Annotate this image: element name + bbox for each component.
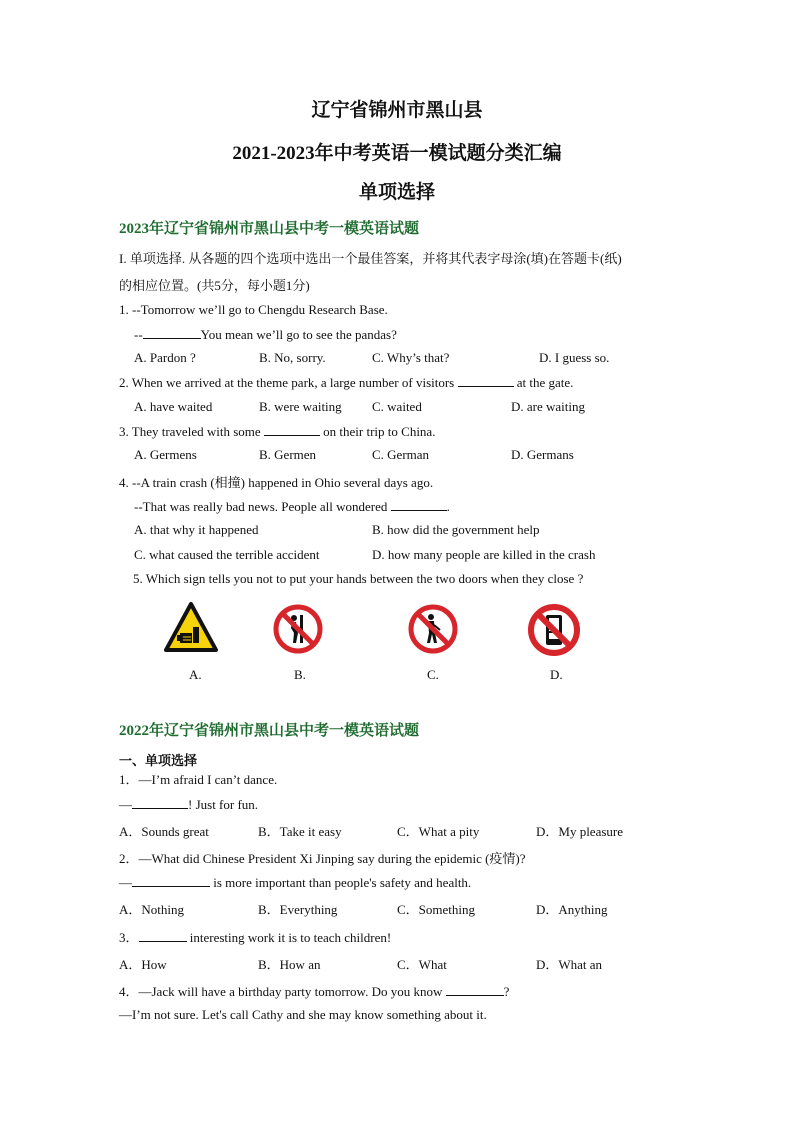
answer-blank xyxy=(458,374,514,387)
q4-option-c: C. what caused the terrible accident xyxy=(134,547,320,562)
hand-warning-sign-icon xyxy=(163,601,219,653)
q2022-2-prompt: 2．—What did Chinese President Xi Jinping say during the epidemic (疫情)? xyxy=(119,851,526,866)
q3-option-c: C. German xyxy=(372,447,430,462)
section-heading-2022: 2022年辽宁省锦州市黑山县中考一模英语试题 xyxy=(119,723,420,739)
answer-blank xyxy=(132,796,188,809)
doc-title-region: 辽宁省锦州市黑山县 xyxy=(311,100,483,121)
q2022-4-response: —I’m not sure. Let's call Cathy and she may know something about it. xyxy=(119,1007,487,1022)
q4-option-b: B. how did the government help xyxy=(372,522,540,537)
q3-prompt: 3. They traveled with some on their trip to China. xyxy=(119,424,436,439)
q2-option-c: C. waited xyxy=(372,399,422,414)
q2022-3-option-d: D．What an xyxy=(536,957,603,972)
q2022-1-option-a: A．Sounds great xyxy=(119,824,209,839)
q2022-3-option-a: A．How xyxy=(119,957,167,972)
sign-label-b: B. xyxy=(294,667,306,682)
answer-blank xyxy=(391,498,447,511)
q4-option-a: A. that why it happened xyxy=(134,522,259,537)
q4-prompt: 4. --A train crash (相撞) happened in Ohio several days ago. xyxy=(119,475,434,490)
q5-prompt: 5. Which sign tells you not to put your hands between the two doors when they close ? xyxy=(133,571,584,586)
q1-option-c: C. Why’s that? xyxy=(372,350,450,365)
q4-response: --That was really bad news. People all wondered . xyxy=(134,499,450,514)
no-littering-sign-icon xyxy=(407,603,459,655)
q2-prompt: 2. When we arrived at the theme park, a large number of visitors at the gate. xyxy=(119,375,574,390)
q4-option-d: D. how many people are killed in the crash xyxy=(372,547,596,562)
sign-label-a: A. xyxy=(189,667,202,682)
q3-option-b: B. Germen xyxy=(259,447,317,462)
no-hand-in-door-sign-icon xyxy=(527,603,581,657)
q1-option-b: B. No, sorry. xyxy=(259,350,326,365)
q2-option-d: D. are waiting xyxy=(511,399,586,414)
q2022-1-prompt: 1．—I’m afraid I can’t dance. xyxy=(119,772,278,787)
part-heading: 一、单项选择 xyxy=(119,753,198,768)
q2022-2-option-c: C．Something xyxy=(397,902,476,917)
q2022-2-response: — is more important than people's safety and health. xyxy=(119,875,472,890)
q2022-2-option-d: D．Anything xyxy=(536,902,608,917)
q2022-2-option-a: A．Nothing xyxy=(119,902,185,917)
q2022-3-prompt: 3． interesting work it is to teach children! xyxy=(119,930,392,945)
section-heading-2023: 2023年辽宁省锦州市黑山县中考一模英语试题 xyxy=(119,221,420,237)
q2022-1-option-d: D．My pleasure xyxy=(536,824,624,839)
doc-title-sub: 单项选择 xyxy=(358,182,435,203)
q3-option-a: A. Germens xyxy=(134,447,197,462)
doc-title-main: 2021-2023年中考英语一模试题分类汇编 xyxy=(232,143,562,164)
answer-blank xyxy=(132,874,210,887)
no-leaning-sign-icon xyxy=(272,603,324,655)
answer-blank xyxy=(446,983,504,996)
q2-option-a: A. have waited xyxy=(134,399,213,414)
q2022-4-prompt: 4．—Jack will have a birthday party tomorrow. Do you know ? xyxy=(119,984,510,999)
q2022-1-response: — ! Just for fun. xyxy=(119,797,259,812)
q2-option-b: B. were waiting xyxy=(259,399,342,414)
q1-option-a: A. Pardon ? xyxy=(134,350,196,365)
answer-blank xyxy=(143,326,201,339)
sign-label-c: C. xyxy=(427,667,439,682)
instructions-line1: I. 单项选择. 从各题的四个选项中选出一个最佳答案，并将其代表字母涂(填)在答题卡(纸) xyxy=(119,251,622,266)
answer-blank xyxy=(264,423,320,436)
q2022-1-option-b: B．Take it easy xyxy=(258,824,342,839)
q1-prompt: 1. --Tomorrow we’ll go to Chengdu Research Base. xyxy=(119,302,388,317)
instructions-line2: 的相应位置。(共5分，每小题1分) xyxy=(119,278,310,293)
answer-blank xyxy=(139,929,187,942)
q1-option-d: D. I guess so. xyxy=(539,350,610,365)
q2022-2-option-b: B．Everything xyxy=(258,902,338,917)
q2022-1-option-c: C．What a pity xyxy=(397,824,480,839)
q2022-3-option-c: C．What xyxy=(397,957,447,972)
sign-label-d: D. xyxy=(550,667,563,682)
q1-response: -- You mean we’ll go to see the pandas? xyxy=(134,327,397,342)
q2022-3-option-b: B．How an xyxy=(258,957,321,972)
q3-option-d: D. Germans xyxy=(511,447,574,462)
